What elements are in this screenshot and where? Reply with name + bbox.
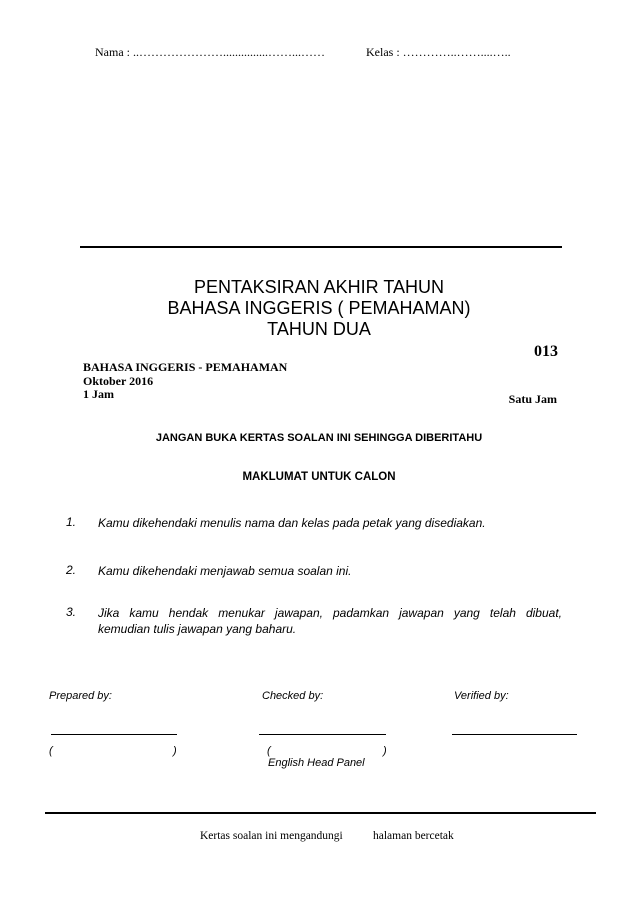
instruction-number: 1. [66,515,77,529]
prepared-name-open-paren: ( [49,745,53,757]
bottom-divider [45,812,596,814]
top-divider [80,246,562,248]
instruction-text: Kamu dikehendaki menjawab semua soalan ini. [98,564,352,578]
exam-year-title: TAHUN DUA [267,319,371,339]
checked-name-close-paren: ) [383,745,387,757]
instruction-number: 3. [66,605,77,619]
prepared-by-label: Prepared by: [49,690,112,702]
instruction-text-block [98,605,562,637]
exam-subject-title: BAHASA INGGERIS ( PEMAHAMAN) [167,298,471,318]
candidate-info-heading: MAKLUMAT UNTUK CALON [242,471,396,483]
paper-code: 013 [534,343,558,360]
page-count-text: Kertas soalan ini mengandungi [200,830,343,842]
instruction-text-line: kemudian tulis jawapan yang baharu. [98,622,297,636]
checked-by-label: Checked by: [262,690,324,702]
page-count-suffix: halaman bercetak [373,830,454,842]
prepared-name-close-paren: ) [173,745,177,757]
do-not-open-warning: JANGAN BUKA KERTAS SOALAN INI SEHINGGA DIBERITAHU [155,432,483,444]
instruction-text: Kamu dikehendaki menulis nama dan kelas pada petak yang disediakan. [98,516,486,530]
exam-title: PENTAKSIRAN AKHIR TAHUN [193,277,445,297]
subject-label: BAHASA INGGERIS - PEMAHAMAN [83,360,288,374]
verified-signature-line [452,734,577,735]
prepared-signature-line [51,734,177,735]
verified-by-label: Verified by: [454,690,509,702]
checked-signature-line [259,734,386,735]
checked-name-open-paren: ( [267,745,271,757]
exam-date: Oktober 2016 [83,374,154,388]
exam-time: 1 Jam [83,387,114,401]
name-field[interactable]: Nama : ..…………………...............……...…… [95,45,325,59]
checker-role: English Head Panel [268,757,365,769]
class-field[interactable]: Kelas : …………..……....….. [366,45,511,59]
exam-duration: Satu Jam [508,392,557,406]
instruction-number: 2. [66,563,77,577]
instruction-text-line: Jika kamu hendak menukar jawapan, padamkan jawapan yang telah dibuat, [98,606,562,620]
